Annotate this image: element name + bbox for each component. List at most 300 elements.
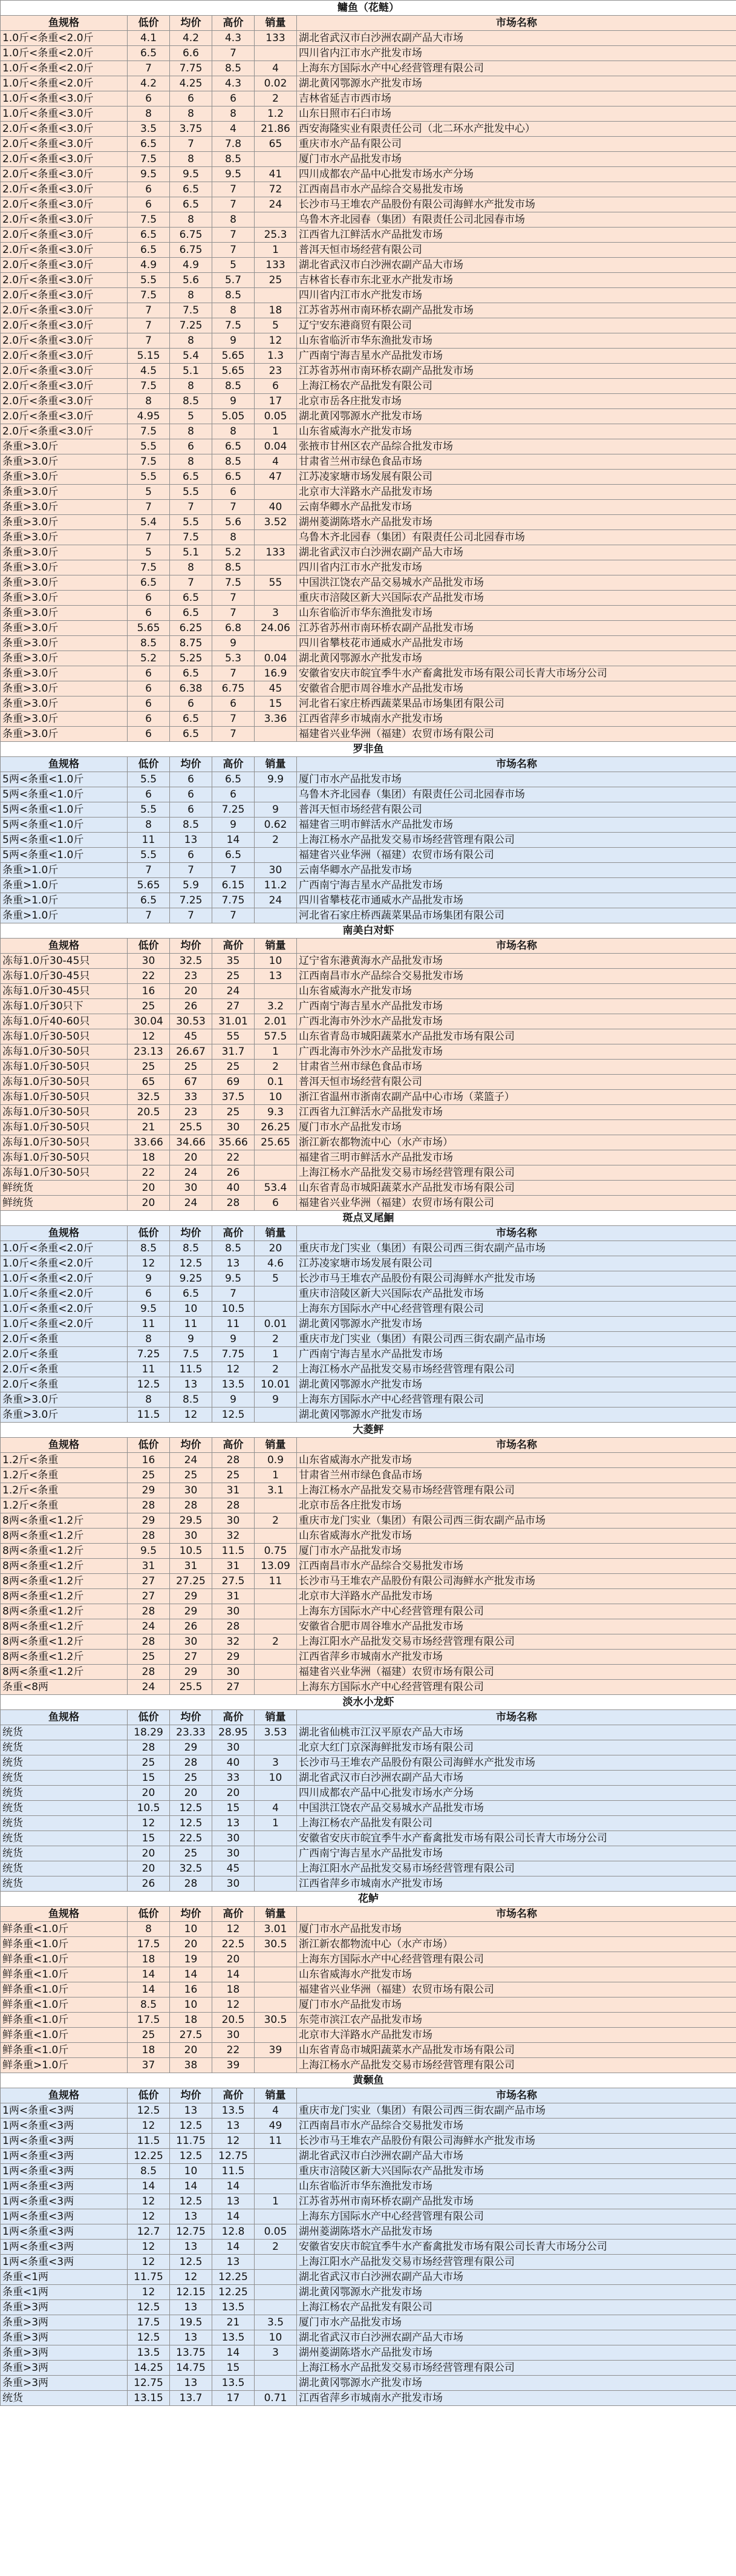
column-header: 市场名称 [297,1438,736,1453]
volume-cell: 6 [255,1196,297,1211]
column-header: 市场名称 [297,16,736,31]
market-name-cell: 重庆市水产品有限公司 [297,137,736,152]
section-title-row [1,1,736,16]
high-price-cell: 40 [212,1755,255,1771]
high-price-cell: 30 [212,1513,255,1529]
spec-cell: 条重>1.0斤 [1,908,128,923]
volume-cell: 1 [255,2194,297,2209]
volume-cell [255,2028,297,2043]
high-price-cell: 35 [212,954,255,969]
avg-price-cell: 22.5 [170,1831,212,1846]
avg-price-cell: 8 [170,107,212,122]
spec-cell: 2.0斤<条重<3.0斤 [1,333,128,349]
high-price-cell: 8.5 [212,1241,255,1256]
spec-cell: 统货 [1,1831,128,1846]
low-price-cell: 5 [128,485,170,500]
avg-price-cell: 26.67 [170,1044,212,1060]
volume-cell [255,1861,297,1876]
spec-cell: 2.0斤<条重<3.0斤 [1,379,128,394]
spec-cell: 1.0斤<条重<2.0斤 [1,1302,128,1317]
column-header: 低价 [128,1438,170,1453]
table-row [1,258,736,273]
volume-cell [255,1967,297,1982]
low-price-cell: 7 [128,908,170,923]
high-price-cell: 31.01 [212,1014,255,1029]
avg-price-cell: 6.5 [170,666,212,681]
table-row [1,1408,736,1423]
table-row [1,2134,736,2149]
low-price-cell: 9 [128,1271,170,1286]
spec-cell: 条重>3.0斤 [1,606,128,621]
low-price-cell: 7.5 [128,424,170,439]
low-price-cell: 5.5 [128,848,170,863]
high-price-cell: 24 [212,984,255,999]
high-price-cell: 5.3 [212,651,255,666]
low-price-cell: 5.5 [128,802,170,818]
volume-cell: 4 [255,1801,297,1816]
column-header: 均价 [170,1438,212,1453]
avg-price-cell: 7 [170,137,212,152]
column-header-row [1,1907,736,1922]
avg-price-cell: 19.5 [170,2315,212,2330]
table-row [1,1105,736,1120]
spec-cell: 鲜条重<1.0斤 [1,1982,128,1998]
spec-cell: 1.0斤<条重<2.0斤 [1,46,128,61]
avg-price-cell: 12.5 [170,1816,212,1831]
high-price-cell: 7.75 [212,1347,255,1362]
spec-cell: 1.0斤<条重<2.0斤 [1,61,128,76]
spec-cell: 冻每1.0斤30-45只 [1,984,128,999]
high-price-cell: 6 [212,485,255,500]
table-row [1,908,736,923]
volume-cell [255,1876,297,1892]
table-row [1,984,736,999]
low-price-cell: 6 [128,1286,170,1302]
high-price-cell: 14 [212,2345,255,2361]
low-price-cell: 12.5 [128,2300,170,2315]
high-price-cell: 7 [212,908,255,923]
high-price-cell: 55 [212,1029,255,1044]
table-row [1,2345,736,2361]
volume-cell [255,1998,297,2013]
market-name-cell: 福建省三明市鲜活水产品批发市场 [297,818,736,833]
spec-cell: 统货 [1,1771,128,1786]
market-name-cell: 湖北黄冈鄂源水产批发市场 [297,1408,736,1423]
volume-cell [255,2361,297,2376]
table-row [1,1271,736,1286]
avg-price-cell: 14.75 [170,2361,212,2376]
low-price-cell: 6 [128,727,170,742]
table-row [1,273,736,288]
market-name-cell: 福建省三明市鲜活水产品批发市场 [297,1150,736,1165]
table-row [1,1937,736,1952]
spec-cell: 鲜条重<1.0斤 [1,1952,128,1967]
table-row [1,2361,736,2376]
low-price-cell: 12 [128,2240,170,2255]
low-price-cell: 3.5 [128,122,170,137]
high-price-cell: 7.5 [212,318,255,333]
high-price-cell: 20 [212,1786,255,1801]
market-name-cell: 北京市大洋路水产品批发市场 [297,2028,736,2043]
volume-cell: 26.25 [255,1120,297,1135]
table-row [1,833,736,848]
market-name-cell: 安徽省合肥市周谷堆水产品批发市场 [297,681,736,696]
avg-price-cell: 6.5 [170,197,212,212]
spec-cell: 1.2斤<条重 [1,1453,128,1468]
avg-price-cell: 12.15 [170,2285,212,2300]
table-row [1,1453,736,1468]
column-header: 高价 [212,1907,255,1922]
column-header-row [1,1438,736,1453]
volume-cell [255,591,297,606]
market-name-cell: 浙江新农都物流中心（水产市场） [297,1937,736,1952]
spec-cell: 8两<条重<1.2斤 [1,1634,128,1650]
table-row [1,591,736,606]
spec-cell: 1.2斤<条重 [1,1498,128,1513]
high-price-cell: 7 [212,1286,255,1302]
low-price-cell: 37 [128,2058,170,2073]
table-row [1,1181,736,1196]
spec-cell: 2.0斤<条重<3.0斤 [1,349,128,364]
volume-cell: 0.75 [255,1544,297,1559]
spec-cell: 2.0斤<条重<3.0斤 [1,288,128,303]
market-name-cell: 上海江杨水产品批发交易市场经营管理有限公司 [297,1362,736,1377]
table-row [1,500,736,515]
low-price-cell: 21 [128,1120,170,1135]
market-name-cell: 浙江新农都物流中心（水产市场） [297,1135,736,1150]
market-name-cell: 安徽省安庆市皖宜季牛水产畜禽批发市场有限公司长青大市场分公司 [297,666,736,681]
section-title-row [1,2073,736,2088]
market-name-cell: 上海东方国际水产中心经营管理有限公司 [297,1952,736,1967]
avg-price-cell: 6 [170,772,212,787]
table-row [1,1392,736,1408]
high-price-cell: 20.5 [212,2013,255,2028]
volume-cell: 5 [255,1271,297,1286]
spec-cell: 1两<条重<3两 [1,2134,128,2149]
avg-price-cell: 8.5 [170,394,212,409]
table-row [1,137,736,152]
volume-cell: 9.9 [255,772,297,787]
high-price-cell: 11.5 [212,2164,255,2179]
high-price-cell: 13.5 [212,2300,255,2315]
table-row [1,470,736,485]
spec-cell: 条重>3两 [1,2315,128,2330]
high-price-cell: 31 [212,1559,255,1574]
high-price-cell: 12 [212,1998,255,2013]
avg-price-cell: 5.6 [170,273,212,288]
low-price-cell: 11 [128,1317,170,1332]
avg-price-cell: 18 [170,2013,212,2028]
section-title: 大菱鲆 [1,1423,736,1438]
spec-cell: 鲜条重<1.0斤 [1,1967,128,1982]
market-name-cell: 重庆市涪陵区新大兴国际农产品批发市场 [297,1286,736,1302]
market-name-cell: 河北省石家庄桥西蔬菜果品市场集团有限公司 [297,696,736,712]
market-name-cell: 山东日照市石臼市场 [297,107,736,122]
table-row [1,2043,736,2058]
high-price-cell: 28 [212,1498,255,1513]
avg-price-cell: 12 [170,2270,212,2285]
market-name-cell: 山东省青岛市城阳蔬菜水产品批发市场有限公司 [297,1181,736,1196]
high-price-cell: 7.75 [212,893,255,908]
low-price-cell: 7.5 [128,379,170,394]
table-row [1,1241,736,1256]
market-name-cell: 江苏省苏州市南环桥农副产品批发市场 [297,2194,736,2209]
table-row [1,1952,736,1967]
table-row [1,1362,736,1377]
low-price-cell: 65 [128,1075,170,1090]
spec-cell: 1.2斤<条重 [1,1468,128,1483]
column-header: 鱼规格 [1,757,128,772]
market-name-cell: 乌鲁木齐北园春（集团）有限责任公司北园春市场 [297,530,736,545]
avg-price-cell: 7.5 [170,530,212,545]
avg-price-cell: 20 [170,1150,212,1165]
spec-cell: 条重>3.0斤 [1,712,128,727]
market-name-cell: 湖北黄冈鄂源水产批发市场 [297,76,736,91]
spec-cell: 条重>3.0斤 [1,485,128,500]
volume-cell: 20 [255,1241,297,1256]
volume-cell: 0.04 [255,651,297,666]
volume-cell: 49 [255,2119,297,2134]
market-name-cell: 福建省兴业华洲（福建）农贸市场有限公司 [297,848,736,863]
spec-cell: 1.0斤<条重<2.0斤 [1,76,128,91]
low-price-cell: 6 [128,681,170,696]
column-header: 市场名称 [297,939,736,954]
market-name-cell: 山东省青岛市城阳蔬菜水产品批发市场有限公司 [297,1029,736,1044]
table-row [1,1347,736,1362]
spec-cell: 鲜统货 [1,1196,128,1211]
high-price-cell: 13 [212,1816,255,1831]
market-name-cell: 辽宁安东港商贸有限公司 [297,318,736,333]
avg-price-cell: 12.5 [170,2194,212,2209]
section-title-row [1,1695,736,1710]
market-name-cell: 湖北省武汉市白沙洲农副产品大市场 [297,2270,736,2285]
high-price-cell: 7 [212,500,255,515]
avg-price-cell: 6.38 [170,681,212,696]
high-price-cell: 30 [212,1604,255,1619]
avg-price-cell: 9.25 [170,1271,212,1286]
column-header: 销量 [255,2088,297,2103]
spec-cell: 冻每1.0斤30-45只 [1,954,128,969]
market-name-cell: 江西南昌市水产品综合交易批发市场 [297,1559,736,1574]
table-row [1,2285,736,2300]
spec-cell: 冻每1.0斤30-50只 [1,1044,128,1060]
high-price-cell: 7 [212,606,255,621]
low-price-cell: 6 [128,606,170,621]
avg-price-cell: 13.75 [170,2345,212,2361]
low-price-cell: 8 [128,1392,170,1408]
volume-cell [255,1589,297,1604]
high-price-cell: 45 [212,1861,255,1876]
low-price-cell: 12 [128,2194,170,2209]
low-price-cell: 8 [128,1922,170,1937]
volume-cell [255,2270,297,2285]
market-name-cell: 上海东方国际水产中心经营管理有限公司 [297,1680,736,1695]
market-name-cell: 四川成都农产品中心批发市场水产分场 [297,167,736,182]
low-price-cell: 11.75 [128,2270,170,2285]
spec-cell: 2.0斤<条重<3.0斤 [1,258,128,273]
high-price-cell: 30 [212,1846,255,1861]
table-row [1,2209,736,2224]
table-row [1,2028,736,2043]
table-row [1,197,736,212]
market-name-cell: 上海江杨水产品批发交易市场经营管理有限公司 [297,833,736,848]
low-price-cell: 4.95 [128,409,170,424]
low-price-cell: 27 [128,1574,170,1589]
volume-cell: 0.01 [255,1317,297,1332]
volume-cell: 72 [255,182,297,197]
volume-cell: 1 [255,1816,297,1831]
high-price-cell: 14 [212,2240,255,2255]
low-price-cell: 29 [128,1483,170,1498]
column-header: 低价 [128,1226,170,1241]
spec-cell: 2.0斤<条重<3.0斤 [1,167,128,182]
table-row [1,1150,736,1165]
low-price-cell: 9.5 [128,1544,170,1559]
volume-cell: 11.2 [255,878,297,893]
avg-price-cell: 14 [170,1967,212,1982]
high-price-cell: 31 [212,1589,255,1604]
table-row [1,1755,736,1771]
column-header: 市场名称 [297,1907,736,1922]
high-price-cell: 8.5 [212,288,255,303]
avg-price-cell: 13.7 [170,2391,212,2406]
high-price-cell: 7 [212,666,255,681]
table-row [1,2315,736,2330]
avg-price-cell: 12.5 [170,2149,212,2164]
volume-cell [255,908,297,923]
low-price-cell: 8.5 [128,1241,170,1256]
volume-cell [255,984,297,999]
high-price-cell: 5.6 [212,515,255,530]
spec-cell: 冻每1.0斤30-50只 [1,1135,128,1150]
volume-cell: 0.02 [255,76,297,91]
volume-cell: 3.2 [255,999,297,1014]
column-header: 鱼规格 [1,939,128,954]
spec-cell: 条重>3.0斤 [1,530,128,545]
market-name-cell: 广西南宁海吉星水产品批发市场 [297,878,736,893]
volume-cell: 30.5 [255,2013,297,2028]
spec-cell: 鲜条重<1.0斤 [1,1937,128,1952]
avg-price-cell: 28 [170,1876,212,1892]
high-price-cell: 13.5 [212,2376,255,2391]
market-name-cell: 江苏省苏州市南环桥农副产品批发市场 [297,303,736,318]
low-price-cell: 12 [128,1816,170,1831]
low-price-cell: 7.5 [128,560,170,575]
low-price-cell: 16 [128,1453,170,1468]
avg-price-cell: 8 [170,379,212,394]
volume-cell: 2 [255,833,297,848]
table-row [1,1604,736,1619]
column-header: 均价 [170,16,212,31]
avg-price-cell: 25 [170,1060,212,1075]
market-name-cell: 广西南宁海吉星水产品批发市场 [297,1347,736,1362]
market-name-cell: 北京市岳各庄批发市场 [297,394,736,409]
table-row [1,1801,736,1816]
low-price-cell: 25 [128,1468,170,1483]
table-row [1,1014,736,1029]
high-price-cell: 5.7 [212,273,255,288]
high-price-cell: 5 [212,258,255,273]
low-price-cell: 7 [128,318,170,333]
high-price-cell: 4.3 [212,76,255,91]
low-price-cell: 5.5 [128,772,170,787]
spec-cell: 8两<条重<1.2斤 [1,1619,128,1634]
volume-cell: 3.5 [255,2315,297,2330]
high-price-cell: 6 [212,696,255,712]
volume-cell: 57.5 [255,1029,297,1044]
high-price-cell: 6.5 [212,772,255,787]
high-price-cell: 7.25 [212,802,255,818]
volume-cell: 30.5 [255,1937,297,1952]
spec-cell: 条重>3.0斤 [1,500,128,515]
volume-cell: 1.3 [255,349,297,364]
low-price-cell: 12 [128,2119,170,2134]
table-row [1,1165,736,1181]
table-row [1,1090,736,1105]
avg-price-cell: 6.5 [170,591,212,606]
column-header: 均价 [170,2088,212,2103]
high-price-cell: 25 [212,969,255,984]
high-price-cell: 25 [212,1060,255,1075]
spec-cell: 统货 [1,1846,128,1861]
column-header: 高价 [212,1710,255,1725]
high-price-cell: 7 [212,727,255,742]
volume-cell [255,2179,297,2194]
low-price-cell: 4.2 [128,76,170,91]
volume-cell [255,848,297,863]
section-title-row [1,742,736,757]
avg-price-cell: 13 [170,2103,212,2119]
high-price-cell: 28 [212,1196,255,1211]
spec-cell: 5两<条重<1.0斤 [1,772,128,787]
table-row [1,2179,736,2194]
market-name-cell: 厦门市水产品批发市场 [297,1998,736,2013]
high-price-cell: 6.5 [212,848,255,863]
volume-cell: 45 [255,681,297,696]
volume-cell: 13 [255,969,297,984]
high-price-cell: 31.7 [212,1044,255,1060]
avg-price-cell: 5 [170,409,212,424]
volume-cell [255,152,297,167]
low-price-cell: 6.5 [128,137,170,152]
low-price-cell: 6 [128,787,170,802]
avg-price-cell: 29 [170,1665,212,1680]
market-name-cell: 江西省萍乡市城南水产批发市场 [297,1650,736,1665]
volume-cell: 3.01 [255,1922,297,1937]
table-row [1,424,736,439]
spec-cell: 1两<条重<3两 [1,2224,128,2240]
table-row [1,1634,736,1650]
table-row [1,212,736,228]
table-row [1,787,736,802]
price-table-body [1,1,736,2406]
low-price-cell: 13.5 [128,2345,170,2361]
table-row [1,2391,736,2406]
high-price-cell: 7 [212,46,255,61]
avg-price-cell: 4.2 [170,31,212,46]
low-price-cell: 25 [128,999,170,1014]
market-name-cell: 湖北省武汉市白沙洲农副产品大市场 [297,258,736,273]
spec-cell: 5两<条重<1.0斤 [1,848,128,863]
spec-cell: 2.0斤<条重<3.0斤 [1,197,128,212]
avg-price-cell: 27.25 [170,1574,212,1589]
table-row [1,1650,736,1665]
market-name-cell: 云南华卿水产品批发市场 [297,863,736,878]
volume-cell: 25.65 [255,1135,297,1150]
volume-cell [255,530,297,545]
high-price-cell: 25 [212,1468,255,1483]
avg-price-cell: 11.75 [170,2134,212,2149]
